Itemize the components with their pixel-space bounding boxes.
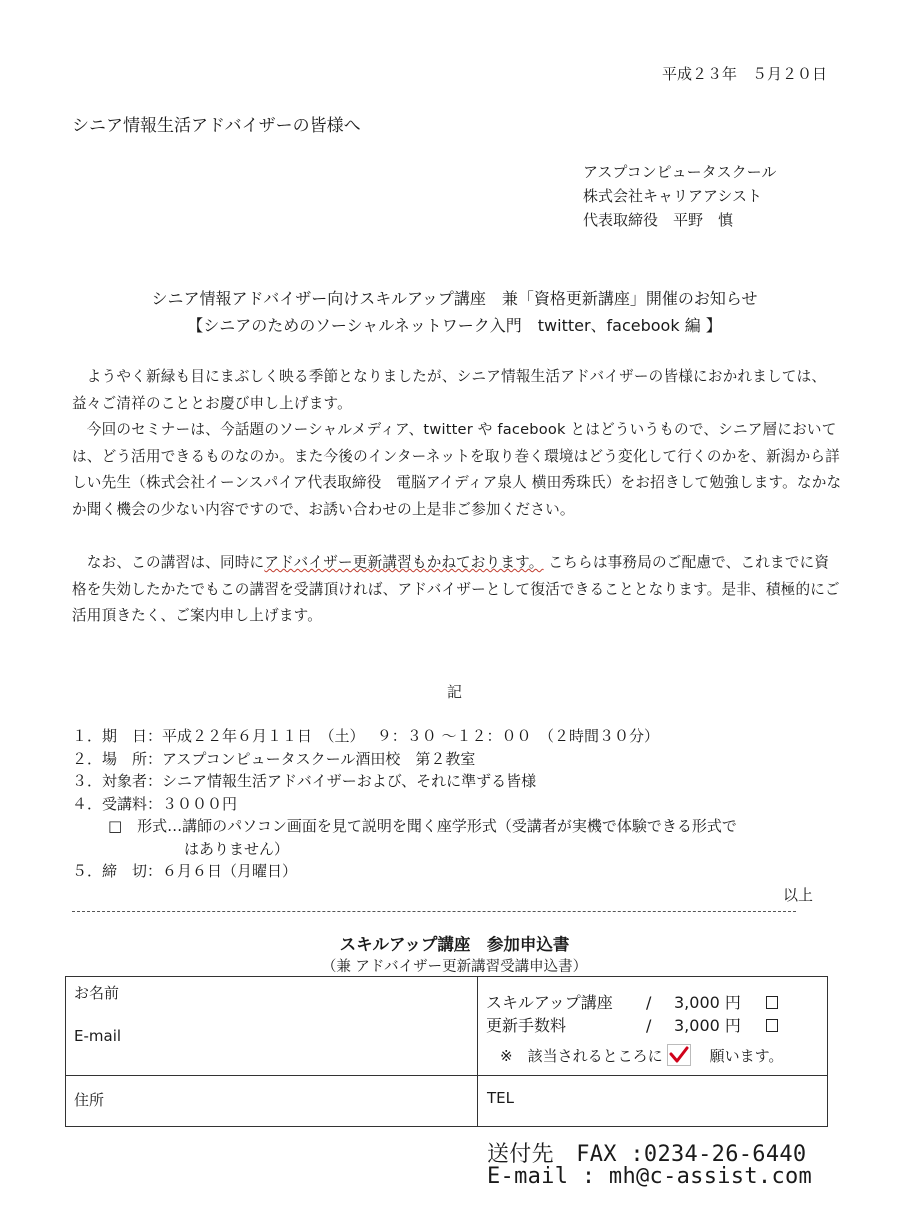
addressee: シニア情報生活アドバイザーの皆様へ <box>72 116 361 136</box>
application-form <box>65 976 828 1127</box>
name-field[interactable]: お名前 <box>74 984 120 1002</box>
skillup-checkbox[interactable] <box>766 996 778 1009</box>
check-instruction-post: 願います。 <box>694 1047 784 1065</box>
form-divider-horizontal <box>66 1075 827 1076</box>
form-subtitle: （兼 アドバイザー更新講習受講申込書） <box>321 959 588 975</box>
check-instruction <box>500 1044 783 1066</box>
detail-format: □ 形式…講師のパソコン画面を見て説明を聞く座学形式（受講者が実機で体験できる形式で <box>108 817 737 835</box>
seminar-description: 今回のセミナーは、今話題のソーシャルメディア、twitter や facebook とはどういうもので、シニア層においては、どう活用できるものなのか。また今後のインターネットを取り巻く環境はどう変化して行くのかを、新潟から詳しい先生（株式会社イーンスパイア代表取締役 電脳アイディア泉人 横田秀珠氏）をお招きして勉強します。なかなか聞く機会の少ない内容ですので、お誘い合わせの上是非ご参加ください。 <box>72 421 842 518</box>
fee-skillup-slash: / <box>646 993 652 1012</box>
address-field[interactable]: 住所 <box>74 1091 105 1109</box>
check-mark-icon <box>667 1044 691 1066</box>
renewal-highlight: アドバイザー更新講習もかねております。 <box>264 554 544 571</box>
document-date: 平成２３年 ５月２０日 <box>661 65 827 83</box>
renewal-text-post: こちらは事務局のご配慮で、これまでに資格を失効したかたでもこの講習を受講頂ければ、アドバイザーとして復活できることとなります。是非、積極的にご活用頂きたく、ご案内申し上げます。 <box>72 554 840 625</box>
detail-venue: ２．場 所：アスプコンピュータスクール酒田校 第２教室 <box>72 749 476 768</box>
renewal-checkbox[interactable] <box>766 1019 778 1032</box>
ijo-marker: 以上 <box>783 886 814 904</box>
notice-subtitle: 【シニアのためのソーシャルネットワーク入門 twitter、facebook 編 】 <box>187 316 722 335</box>
fee-skillup-amount: 3,000 円 <box>674 993 741 1012</box>
detail-fee: ４．受講料：３０００円 <box>72 794 238 813</box>
renewal-text-pre: なお、この講習は、同時に <box>72 554 265 571</box>
details-list <box>72 725 737 883</box>
detail-format-cont: はありません） <box>184 839 290 858</box>
intro-paragraph <box>72 364 842 524</box>
greeting-text: ようやく新緑も目にまぶしく映る季節となりましたが、シニア情報生活アドバイザーの皆様におかれましては、益々ご清祥のこととお慶び申し上げます。 <box>72 368 827 412</box>
sender-block <box>583 160 776 232</box>
tel-field[interactable]: TEL <box>487 1089 514 1107</box>
fee-row-renewal <box>486 1013 778 1036</box>
detail-deadline: ５．締 切：６月６日（月曜日） <box>72 862 298 880</box>
send-fax: 送付先 FAX :0234-26-6440 <box>487 1142 807 1167</box>
check-instruction-pre: ※ 該当されるところに <box>500 1047 663 1065</box>
sender-company: 株式会社キャリアアシスト <box>583 187 762 205</box>
email-field[interactable]: E-mail <box>74 1027 122 1045</box>
detail-date: １．期 日：平成２２年６月１１日 （土） ９：３０ ～１２：００ （２時間３０分） <box>72 727 660 745</box>
fee-renewal-amount: 3,000 円 <box>674 1016 741 1035</box>
ki-marker: 記 <box>446 683 462 701</box>
fee-row-skillup <box>486 990 778 1013</box>
fee-skillup-name: スキルアップ講座 <box>486 993 613 1012</box>
fee-renewal-name: 更新手数料 <box>486 1016 567 1035</box>
notice-title: シニア情報アドバイザー向けスキルアップ講座 兼「資格更新講座」開催のお知らせ <box>151 289 758 308</box>
sender-school: アスプコンピュータスクール <box>583 163 777 181</box>
form-title: スキルアップ講座 参加申込書 <box>339 935 570 954</box>
fee-renewal-slash: / <box>646 1016 652 1035</box>
sender-representative: 代表取締役 平野 慎 <box>583 211 734 229</box>
renewal-paragraph <box>72 550 842 630</box>
detail-audience: ３．対象者：シニア情報生活アドバイザーおよび、それに準ずる皆様 <box>72 772 537 790</box>
send-email: E-mail : mh@c-assist.com <box>487 1164 813 1189</box>
form-divider-vertical <box>477 977 478 1126</box>
cut-line <box>72 911 796 912</box>
